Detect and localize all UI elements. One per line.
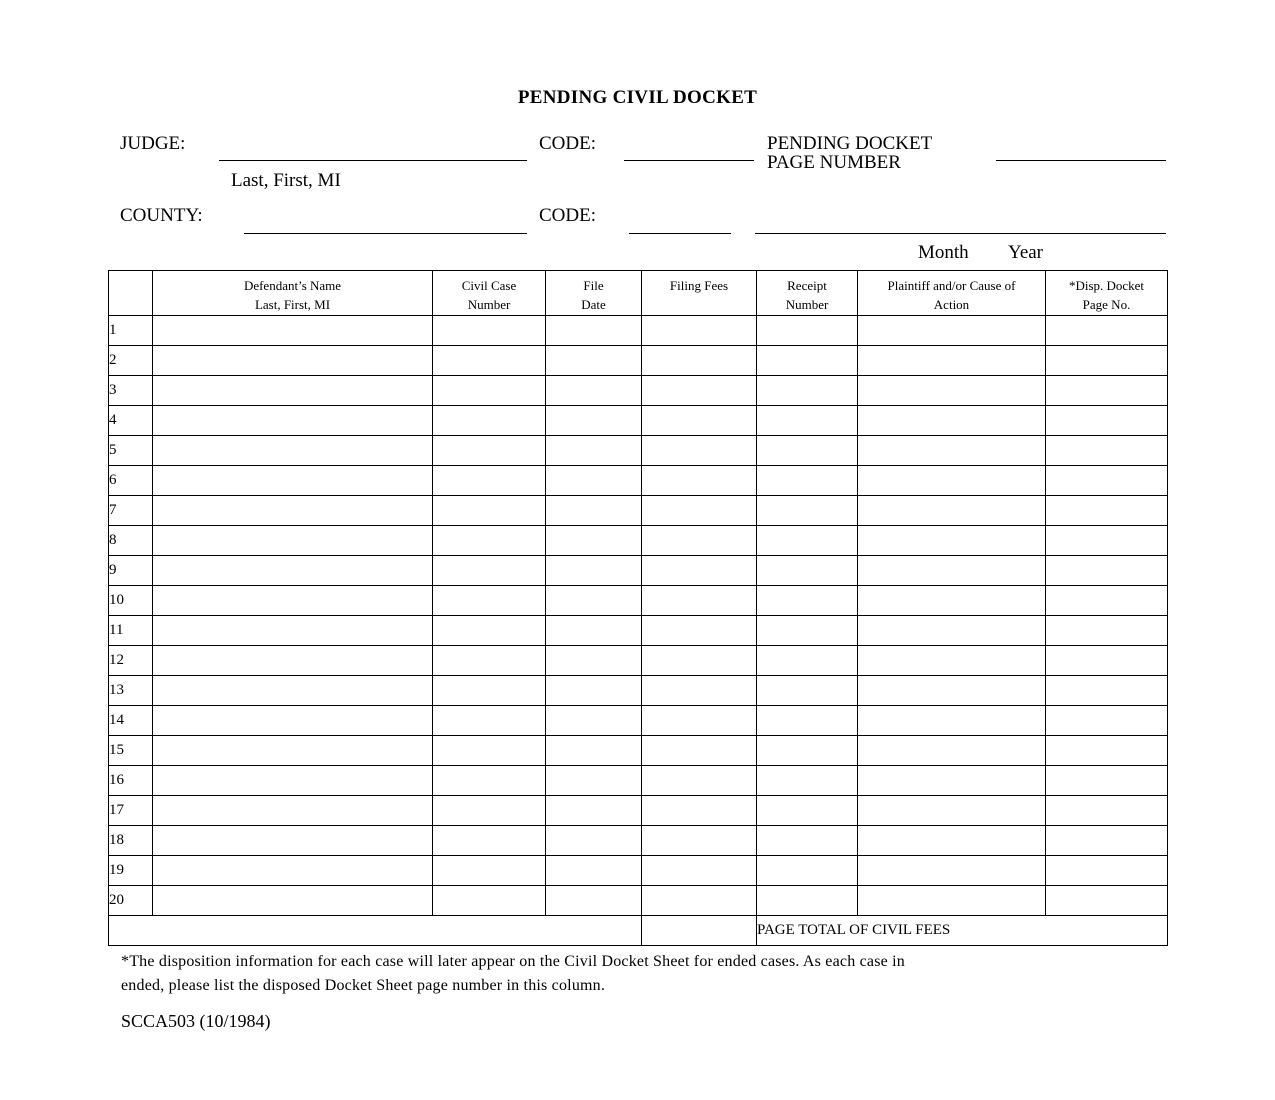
- receipt-number-cell[interactable]: [757, 706, 858, 736]
- receipt-number-cell[interactable]: [757, 766, 858, 796]
- judge-field-line[interactable]: [219, 160, 527, 161]
- defendant-name-cell[interactable]: [153, 676, 433, 706]
- disp-docket-page-cell[interactable]: [1046, 316, 1168, 346]
- table-row: [109, 526, 1168, 556]
- year-label: Year: [1008, 242, 1044, 263]
- table-row: [109, 496, 1168, 526]
- pending-docket-label: PENDING DOCKET: [767, 133, 933, 154]
- filing-fees-cell[interactable]: [642, 526, 757, 556]
- civil-case-number-cell[interactable]: [433, 376, 546, 406]
- defendant-name-cell[interactable]: [153, 526, 433, 556]
- row-number: 4: [109, 406, 153, 436]
- month-year-field-line[interactable]: [755, 233, 1166, 234]
- judge-code-field-line[interactable]: [624, 160, 754, 161]
- disp-docket-page-cell[interactable]: [1046, 586, 1168, 616]
- civil-case-number-cell[interactable]: [433, 346, 546, 376]
- month-label: Month: [918, 242, 969, 263]
- file-date-cell[interactable]: [546, 886, 642, 916]
- row-number: 17: [109, 796, 153, 826]
- file-date-cell[interactable]: [546, 706, 642, 736]
- receipt-number-cell[interactable]: [757, 616, 858, 646]
- file-date-cell[interactable]: [546, 406, 642, 436]
- total-blank-cell: [109, 916, 642, 946]
- row-number: 16: [109, 766, 153, 796]
- receipt-number-cell[interactable]: [757, 556, 858, 586]
- receipt-number-cell[interactable]: [757, 526, 858, 556]
- receipt-number-cell[interactable]: [757, 856, 858, 886]
- filing-fees-cell[interactable]: [642, 556, 757, 586]
- column-header-line-1: Defendant’s Name: [243, 278, 342, 293]
- civil-case-number-cell[interactable]: [433, 826, 546, 856]
- page-number-label: PAGE NUMBER: [767, 152, 901, 173]
- table-row: [109, 556, 1168, 586]
- column-header-line-1: File: [583, 278, 604, 293]
- column-header-line-2: Action: [933, 297, 970, 312]
- defendant-name-cell[interactable]: [153, 796, 433, 826]
- civil-case-number-cell[interactable]: [433, 796, 546, 826]
- plaintiff-cause-cell[interactable]: [858, 886, 1046, 916]
- table-row: [109, 316, 1168, 346]
- civil-case-number-cell[interactable]: [433, 436, 546, 466]
- row-number: 1: [109, 316, 153, 346]
- receipt-number-cell[interactable]: [757, 316, 858, 346]
- filing-fees-cell[interactable]: [642, 766, 757, 796]
- plaintiff-cause-cell[interactable]: [858, 826, 1046, 856]
- file-date-cell[interactable]: [546, 616, 642, 646]
- disp-docket-page-cell[interactable]: [1046, 886, 1168, 916]
- disp-docket-page-cell[interactable]: [1046, 496, 1168, 526]
- civil-case-number-cell[interactable]: [433, 586, 546, 616]
- row-number: 15: [109, 736, 153, 766]
- civil-case-number-cell[interactable]: [433, 466, 546, 496]
- receipt-number-cell[interactable]: [757, 436, 858, 466]
- filing-fees-cell[interactable]: [642, 856, 757, 886]
- judge-code-label: CODE:: [539, 133, 596, 154]
- plaintiff-cause-cell[interactable]: [858, 346, 1046, 376]
- column-header-2: [433, 271, 546, 316]
- row-number: 7: [109, 496, 153, 526]
- defendant-name-cell[interactable]: [153, 706, 433, 736]
- defendant-name-cell[interactable]: [153, 436, 433, 466]
- column-header-line-1: *Disp. Docket: [1068, 278, 1145, 293]
- total-fees-cell[interactable]: [642, 916, 757, 946]
- civil-case-number-cell[interactable]: [433, 676, 546, 706]
- civil-case-number-cell[interactable]: [433, 496, 546, 526]
- receipt-number-cell[interactable]: [757, 886, 858, 916]
- defendant-name-cell[interactable]: [153, 616, 433, 646]
- defendant-name-cell[interactable]: [153, 586, 433, 616]
- receipt-number-cell[interactable]: [757, 586, 858, 616]
- table-row: [109, 676, 1168, 706]
- column-header-line-1: Plaintiff and/or Cause of: [887, 278, 1016, 293]
- civil-case-number-cell[interactable]: [433, 706, 546, 736]
- plaintiff-cause-cell[interactable]: [858, 766, 1046, 796]
- column-header-1: [153, 271, 433, 316]
- disp-docket-page-cell[interactable]: [1046, 766, 1168, 796]
- row-number: 18: [109, 826, 153, 856]
- filing-fees-cell[interactable]: [642, 316, 757, 346]
- receipt-number-cell[interactable]: [757, 496, 858, 526]
- file-date-cell[interactable]: [546, 856, 642, 886]
- filing-fees-cell[interactable]: [642, 886, 757, 916]
- row-number: 5: [109, 436, 153, 466]
- file-date-cell[interactable]: [546, 586, 642, 616]
- table-row: [109, 706, 1168, 736]
- defendant-name-cell[interactable]: [153, 406, 433, 436]
- file-date-cell[interactable]: [546, 766, 642, 796]
- receipt-number-cell[interactable]: [757, 826, 858, 856]
- filing-fees-cell[interactable]: [642, 616, 757, 646]
- defendant-name-cell[interactable]: [153, 826, 433, 856]
- filing-fees-cell[interactable]: [642, 496, 757, 526]
- row-number: 3: [109, 376, 153, 406]
- row-number: 9: [109, 556, 153, 586]
- civil-case-number-cell[interactable]: [433, 646, 546, 676]
- file-date-cell[interactable]: [546, 466, 642, 496]
- plaintiff-cause-cell[interactable]: [858, 436, 1046, 466]
- county-code-field-line[interactable]: [629, 233, 731, 234]
- disp-docket-page-cell[interactable]: [1046, 736, 1168, 766]
- file-date-cell[interactable]: [546, 646, 642, 676]
- table-header-row: [109, 271, 1168, 316]
- disp-docket-page-cell[interactable]: [1046, 676, 1168, 706]
- row-number: 10: [109, 586, 153, 616]
- defendant-name-cell[interactable]: [153, 316, 433, 346]
- file-date-cell[interactable]: [546, 826, 642, 856]
- defendant-name-cell[interactable]: [153, 736, 433, 766]
- file-date-cell[interactable]: [546, 346, 642, 376]
- filing-fees-cell[interactable]: [642, 586, 757, 616]
- docket-table: [108, 270, 1168, 946]
- table-row: [109, 346, 1168, 376]
- file-date-cell[interactable]: [546, 376, 642, 406]
- row-number: 6: [109, 466, 153, 496]
- column-header-4: [642, 271, 757, 316]
- column-header-6: [858, 271, 1046, 316]
- file-date-cell[interactable]: [546, 316, 642, 346]
- disp-docket-page-cell[interactable]: [1046, 616, 1168, 646]
- column-header-line-2: Number: [467, 297, 511, 312]
- civil-case-number-cell[interactable]: [433, 766, 546, 796]
- defendant-name-cell[interactable]: [153, 886, 433, 916]
- filing-fees-cell[interactable]: [642, 466, 757, 496]
- column-header-line-2: Page No.: [1082, 297, 1131, 312]
- disp-docket-page-cell[interactable]: [1046, 466, 1168, 496]
- column-header-line-2: Number: [785, 297, 829, 312]
- defendant-name-cell[interactable]: [153, 646, 433, 676]
- row-number: 19: [109, 856, 153, 886]
- form-code: SCCA503 (10/1984): [121, 1011, 271, 1031]
- defendant-name-cell[interactable]: [153, 346, 433, 376]
- defendant-name-cell[interactable]: [153, 496, 433, 526]
- row-number: 12: [109, 646, 153, 676]
- disp-docket-page-cell[interactable]: [1046, 856, 1168, 886]
- row-number: 2: [109, 346, 153, 376]
- footnote: [121, 950, 905, 998]
- receipt-number-cell[interactable]: [757, 346, 858, 376]
- filing-fees-cell[interactable]: [642, 736, 757, 766]
- civil-case-number-cell[interactable]: [433, 526, 546, 556]
- column-header-line-1: Filing Fees: [669, 278, 729, 293]
- filing-fees-cell[interactable]: [642, 646, 757, 676]
- disp-docket-page-cell[interactable]: [1046, 796, 1168, 826]
- file-date-cell[interactable]: [546, 676, 642, 706]
- table-row: [109, 646, 1168, 676]
- file-date-cell[interactable]: [546, 496, 642, 526]
- column-header-3: [546, 271, 642, 316]
- filing-fees-cell[interactable]: [642, 676, 757, 706]
- column-header-7: [1046, 271, 1168, 316]
- column-header-5: [757, 271, 858, 316]
- table-row: [109, 406, 1168, 436]
- plaintiff-cause-cell[interactable]: [858, 316, 1046, 346]
- disp-docket-page-cell[interactable]: [1046, 706, 1168, 736]
- civil-case-number-cell[interactable]: [433, 886, 546, 916]
- column-header-line-2: Last, First, MI: [254, 297, 331, 312]
- judge-name-hint: Last, First, MI: [231, 170, 341, 191]
- page-title: PENDING CIVIL DOCKET: [517, 87, 758, 108]
- file-date-cell[interactable]: [546, 736, 642, 766]
- county-field-line[interactable]: [244, 233, 527, 234]
- page-total-label: PAGE TOTAL OF CIVIL FEES: [757, 916, 1168, 946]
- table-row: [109, 586, 1168, 616]
- plaintiff-cause-cell[interactable]: [858, 646, 1046, 676]
- page-total-row: [109, 916, 1168, 946]
- row-number: 8: [109, 526, 153, 556]
- defendant-name-cell[interactable]: [153, 556, 433, 586]
- column-header-0: [109, 271, 153, 316]
- disp-docket-page-cell[interactable]: [1046, 556, 1168, 586]
- county-code-label: CODE:: [539, 205, 596, 226]
- filing-fees-cell[interactable]: [642, 376, 757, 406]
- column-header-line-1: Receipt: [787, 278, 827, 293]
- receipt-number-cell[interactable]: [757, 676, 858, 706]
- table-row: [109, 826, 1168, 856]
- plaintiff-cause-cell[interactable]: [858, 796, 1046, 826]
- plaintiff-cause-cell[interactable]: [858, 856, 1046, 886]
- civil-case-number-cell[interactable]: [433, 556, 546, 586]
- defendant-name-cell[interactable]: [153, 376, 433, 406]
- file-date-cell[interactable]: [546, 526, 642, 556]
- defendant-name-cell[interactable]: [153, 766, 433, 796]
- footnote-line-1: *The disposition information for each case will later appear on the Civil Docket Sheet for ended cases. As each case in: [121, 953, 905, 970]
- filing-fees-cell[interactable]: [642, 346, 757, 376]
- disp-docket-page-cell[interactable]: [1046, 406, 1168, 436]
- page-number-field-line[interactable]: [996, 160, 1166, 161]
- receipt-number-cell[interactable]: [757, 646, 858, 676]
- county-label: COUNTY:: [120, 205, 203, 226]
- plaintiff-cause-cell[interactable]: [858, 406, 1046, 436]
- table-row: [109, 616, 1168, 646]
- judge-label: JUDGE:: [120, 133, 186, 154]
- civil-case-number-cell[interactable]: [433, 616, 546, 646]
- plaintiff-cause-cell[interactable]: [858, 466, 1046, 496]
- filing-fees-cell[interactable]: [642, 706, 757, 736]
- plaintiff-cause-cell[interactable]: [858, 736, 1046, 766]
- civil-case-number-cell[interactable]: [433, 736, 546, 766]
- file-date-cell[interactable]: [546, 796, 642, 826]
- table-row: [109, 766, 1168, 796]
- table-row: [109, 376, 1168, 406]
- row-number: 11: [109, 616, 153, 646]
- civil-case-number-cell[interactable]: [433, 316, 546, 346]
- row-number: 20: [109, 886, 153, 916]
- table-row: [109, 856, 1168, 886]
- receipt-number-cell[interactable]: [757, 796, 858, 826]
- plaintiff-cause-cell[interactable]: [858, 586, 1046, 616]
- table-row: [109, 736, 1168, 766]
- column-header-line-2: Date: [581, 297, 606, 312]
- row-number: 13: [109, 676, 153, 706]
- plaintiff-cause-cell[interactable]: [858, 706, 1046, 736]
- civil-case-number-cell[interactable]: [433, 406, 546, 436]
- plaintiff-cause-cell[interactable]: [858, 496, 1046, 526]
- table-row: [109, 886, 1168, 916]
- plaintiff-cause-cell[interactable]: [858, 526, 1046, 556]
- plaintiff-cause-cell[interactable]: [858, 676, 1046, 706]
- receipt-number-cell[interactable]: [757, 376, 858, 406]
- filing-fees-cell[interactable]: [642, 406, 757, 436]
- row-number: 14: [109, 706, 153, 736]
- plaintiff-cause-cell[interactable]: [858, 616, 1046, 646]
- table-row: [109, 436, 1168, 466]
- disp-docket-page-cell[interactable]: [1046, 526, 1168, 556]
- plaintiff-cause-cell[interactable]: [858, 376, 1046, 406]
- receipt-number-cell[interactable]: [757, 736, 858, 766]
- footnote-line-2: ended, please list the disposed Docket Sheet page number in this column.: [121, 977, 606, 994]
- disp-docket-page-cell[interactable]: [1046, 376, 1168, 406]
- defendant-name-cell[interactable]: [153, 856, 433, 886]
- filing-fees-cell[interactable]: [642, 826, 757, 856]
- plaintiff-cause-cell[interactable]: [858, 556, 1046, 586]
- defendant-name-cell[interactable]: [153, 466, 433, 496]
- table-row: [109, 796, 1168, 826]
- disp-docket-page-cell[interactable]: [1046, 826, 1168, 856]
- filing-fees-cell[interactable]: [642, 796, 757, 826]
- disp-docket-page-cell[interactable]: [1046, 436, 1168, 466]
- civil-case-number-cell[interactable]: [433, 856, 546, 886]
- file-date-cell[interactable]: [546, 556, 642, 586]
- disp-docket-page-cell[interactable]: [1046, 646, 1168, 676]
- table-row: [109, 466, 1168, 496]
- filing-fees-cell[interactable]: [642, 436, 757, 466]
- receipt-number-cell[interactable]: [757, 466, 858, 496]
- file-date-cell[interactable]: [546, 436, 642, 466]
- receipt-number-cell[interactable]: [757, 406, 858, 436]
- disp-docket-page-cell[interactable]: [1046, 346, 1168, 376]
- column-header-line-1: Civil Case: [461, 278, 517, 293]
